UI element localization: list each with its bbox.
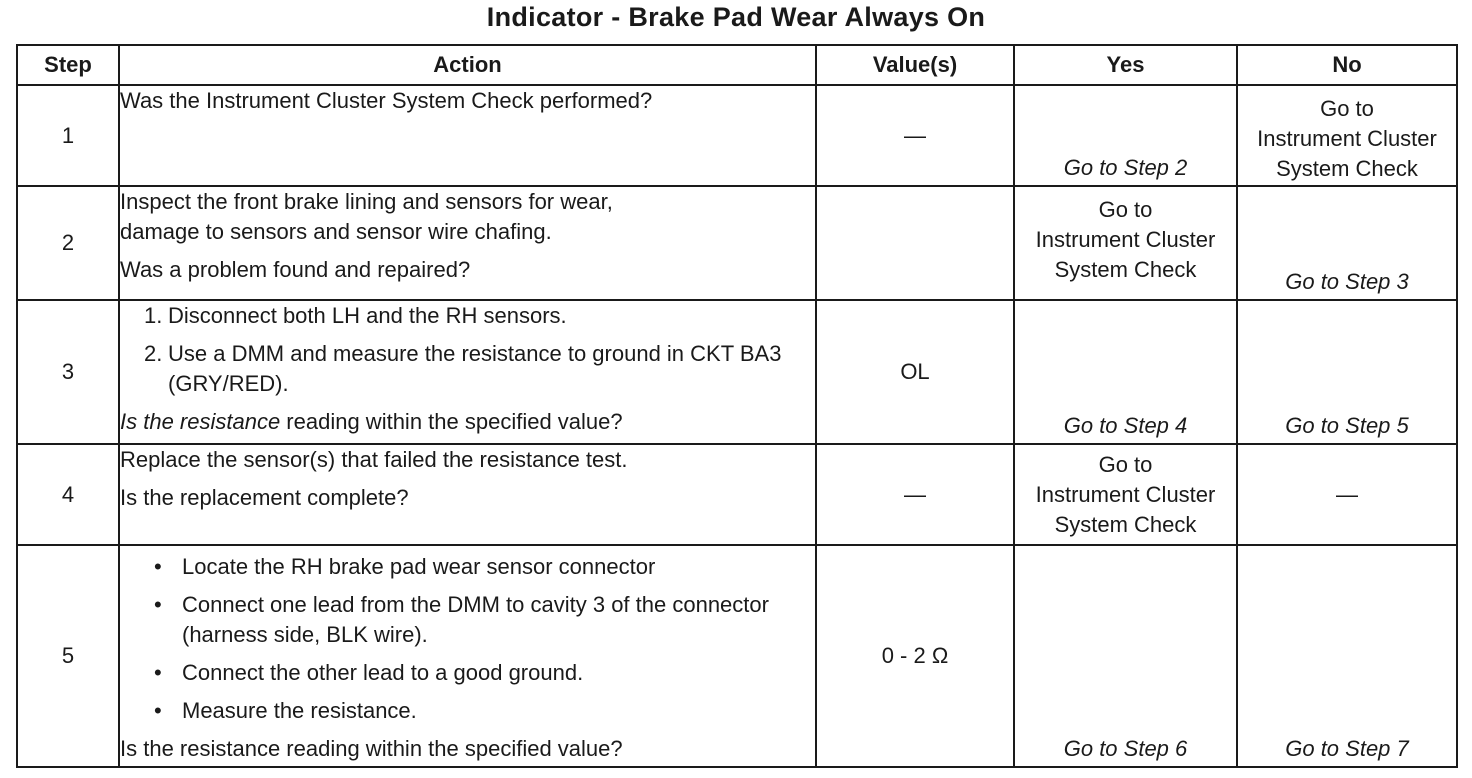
table-row — [17, 545, 1457, 767]
item-text: Locate the RH brake pad wear sensor connector — [182, 554, 656, 579]
goto-link[interactable]: Go to Step 2 — [1063, 155, 1188, 180]
no-cell — [1237, 545, 1457, 767]
table-row — [17, 85, 1457, 186]
goto-link[interactable]: Go to Step 6 — [1063, 736, 1188, 761]
value-cell: — — [816, 85, 1014, 186]
step-number: 3 — [17, 300, 119, 444]
no-cell — [1237, 85, 1457, 186]
no-cell — [1237, 300, 1457, 444]
goto-link[interactable] — [1015, 450, 1236, 540]
bullet-list — [120, 552, 815, 726]
header-no: No — [1237, 45, 1457, 85]
action-cell — [119, 300, 816, 444]
action-question — [120, 407, 815, 437]
yes-cell — [1014, 444, 1237, 545]
step-number: 2 — [17, 186, 119, 300]
bullet-icon: • — [154, 698, 162, 723]
yes-cell — [1014, 186, 1237, 300]
goto-line: System Check — [1276, 156, 1418, 181]
item-number: 2. — [144, 341, 163, 366]
action-text: damage to sensors and sensor wire chafing. — [120, 219, 552, 244]
step-number: 5 — [17, 545, 119, 767]
item-text: Disconnect both LH and the RH sensors. — [168, 303, 567, 328]
item-text: Connect the other lead to a good ground. — [182, 660, 584, 685]
goto-line: Instrument Cluster — [1257, 126, 1437, 151]
goto-link[interactable]: Go to Step 4 — [1063, 413, 1188, 438]
no-cell: — — [1237, 444, 1457, 545]
goto-line: Go to — [1098, 197, 1153, 222]
goto-link[interactable] — [1015, 195, 1236, 285]
goto-line: Instrument Cluster — [1035, 481, 1216, 507]
action-question: Was a problem found and repaired? — [120, 257, 471, 282]
goto-link[interactable]: Go to Step 3 — [1285, 269, 1409, 294]
list-item — [154, 590, 815, 650]
bullet-icon: • — [154, 660, 162, 685]
header-row — [17, 45, 1457, 85]
step-number: 1 — [17, 85, 119, 186]
item-number: 1. — [144, 303, 163, 328]
yes-cell — [1014, 85, 1237, 186]
value-cell: OL — [816, 300, 1014, 444]
list-item — [154, 658, 815, 688]
page-title: Indicator - Brake Pad Wear Always On — [486, 2, 986, 32]
goto-line: Go to — [1320, 96, 1374, 121]
table-row — [17, 444, 1457, 545]
action-question: Is the replacement complete? — [120, 485, 409, 510]
item-text: Measure the resistance. — [182, 698, 417, 723]
step-number: 4 — [17, 444, 119, 545]
value-cell: — — [816, 444, 1014, 545]
action-cell — [119, 444, 816, 545]
header-values: Value(s) — [816, 45, 1014, 85]
list-item — [144, 339, 815, 399]
goto-link[interactable]: Go to Step 7 — [1285, 736, 1409, 761]
action-cell — [119, 85, 816, 186]
bullet-icon: • — [154, 554, 162, 579]
value-cell: 0 - 2 Ω — [816, 545, 1014, 767]
table-row — [17, 186, 1457, 300]
goto-line: System Check — [1054, 511, 1197, 537]
action-text: Replace the sensor(s) that failed the resistance test. — [120, 447, 628, 472]
action-cell — [119, 186, 816, 300]
item-text: Use a DMM and measure the resistance to ground in CKT BA3 (GRY/RED). — [168, 341, 782, 396]
question-italic: Is the resistance — [120, 409, 281, 434]
action-text: Inspect the front brake lining and sensors for wear, — [120, 189, 613, 214]
goto-link[interactable]: Go to Step 5 — [1285, 413, 1409, 438]
list-item — [154, 696, 815, 726]
goto-line: Go to — [1098, 451, 1153, 477]
yes-cell — [1014, 545, 1237, 767]
value-cell — [816, 186, 1014, 300]
numbered-steps — [120, 301, 815, 399]
diagnostic-table — [16, 44, 1458, 768]
list-item — [154, 552, 815, 582]
goto-line: Instrument Cluster — [1035, 227, 1216, 252]
goto-line: System Check — [1054, 257, 1197, 282]
action-text: Was the Instrument Cluster System Check performed? — [120, 88, 653, 113]
action-cell — [119, 545, 816, 767]
header-step: Step — [17, 45, 119, 85]
yes-cell — [1014, 300, 1237, 444]
goto-link[interactable] — [1238, 94, 1456, 184]
item-text: Connect one lead from the DMM to cavity 3 of the connector (harness side, BLK wire). — [182, 592, 769, 647]
bullet-icon: • — [154, 592, 162, 617]
question-rest: reading within the specified value? — [280, 409, 623, 434]
table-row — [17, 300, 1457, 444]
list-item — [144, 301, 815, 331]
action-question: Is the resistance reading within the specified value? — [120, 736, 623, 761]
no-cell — [1237, 186, 1457, 300]
header-action: Action — [119, 45, 816, 85]
header-yes: Yes — [1014, 45, 1237, 85]
